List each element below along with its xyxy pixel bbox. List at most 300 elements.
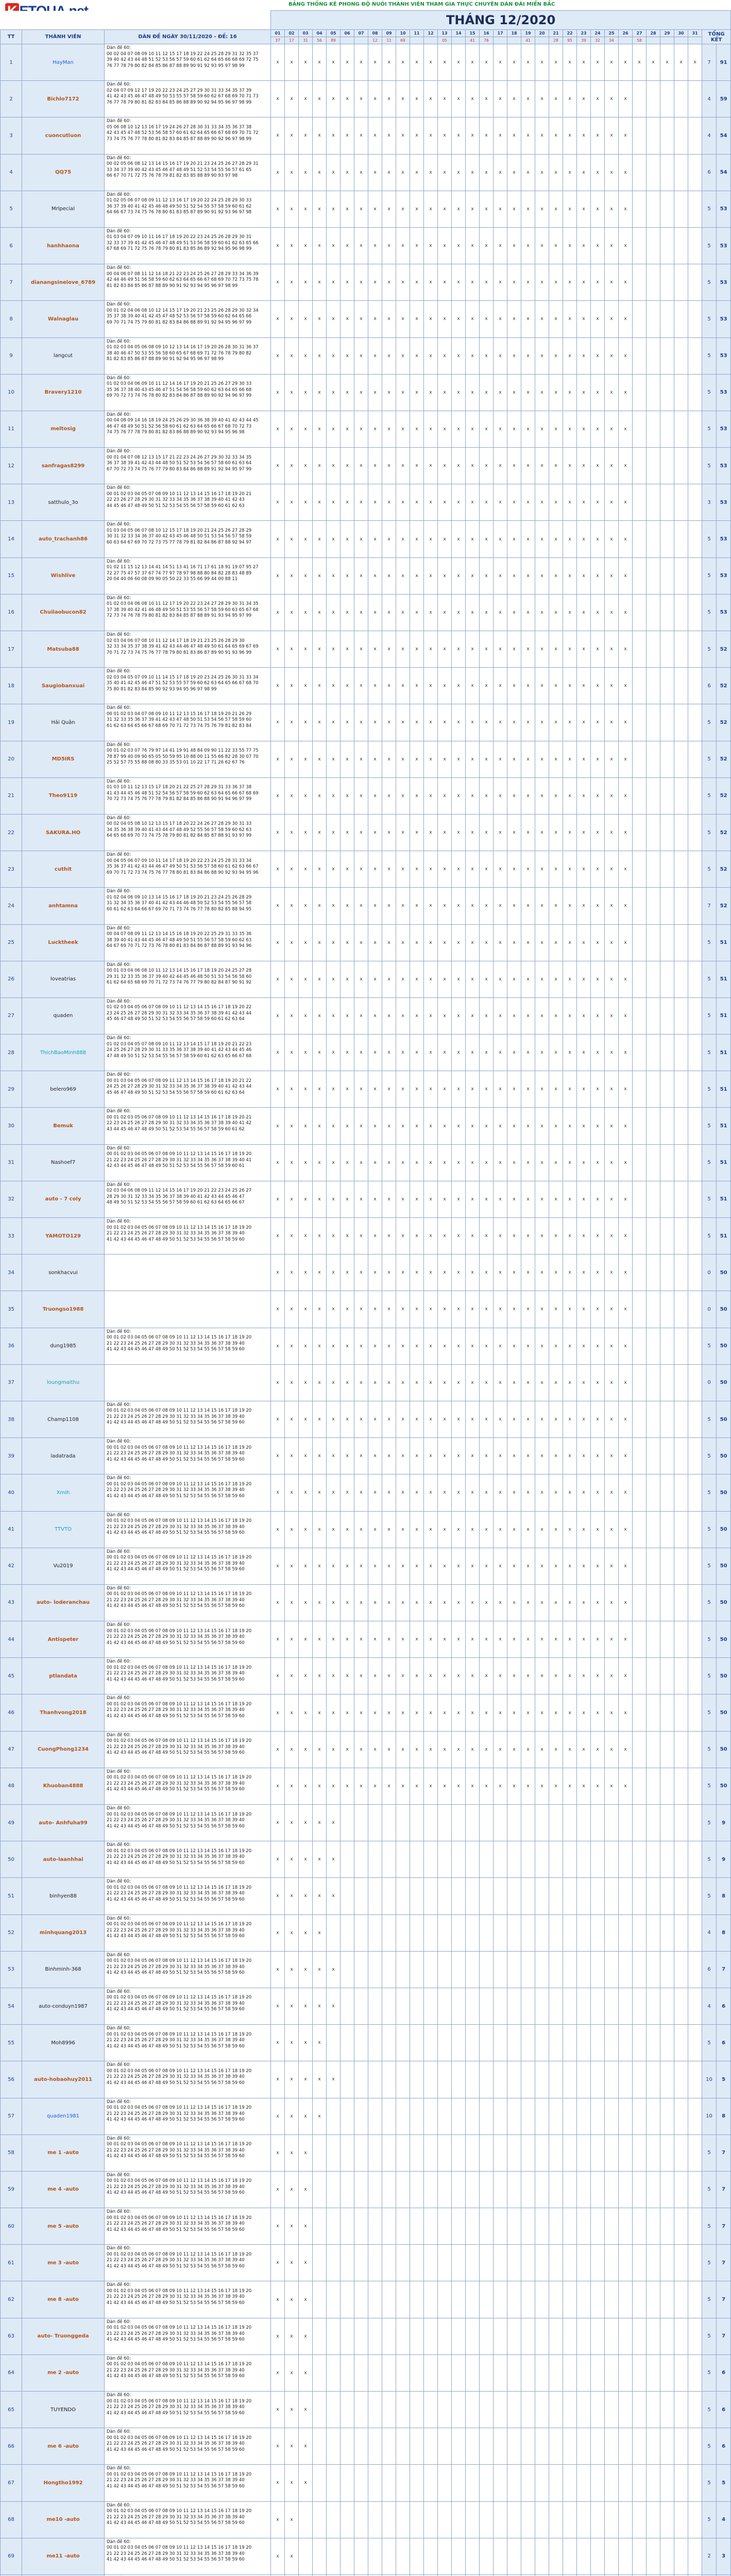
day-mark (688, 2098, 702, 2134)
member-row[interactable] (1, 2134, 731, 2171)
member-name-link[interactable]: quaden1981 (22, 2098, 105, 2134)
day-mark: x (438, 1218, 452, 1255)
member-name-link[interactable]: minhquang2013 (22, 1914, 105, 1951)
member-name-link[interactable]: CuongPhong1234 (22, 1731, 105, 1768)
member-name-link[interactable]: loveatrias (22, 961, 105, 997)
member-name-link[interactable]: auto-conduyn1987 (22, 1988, 105, 2024)
member-row[interactable] (1, 448, 731, 484)
day-mark (647, 1548, 660, 1584)
day-mark (605, 2501, 619, 2538)
day-mark: x (480, 117, 494, 154)
member-name-link[interactable]: TTVTO (22, 1511, 105, 1548)
member-row[interactable] (1, 2098, 731, 2134)
member-name-link[interactable]: Truongso1988 (22, 1291, 105, 1328)
member-name-link[interactable]: Vu2019 (22, 1548, 105, 1584)
member-row[interactable] (1, 1951, 731, 1988)
member-row[interactable] (1, 851, 731, 888)
row-stt: 34 (1, 1255, 22, 1291)
row-stt: 38 (1, 1401, 22, 1437)
member-row[interactable] (1, 1035, 731, 1071)
member-row[interactable] (1, 2245, 731, 2281)
day-mark (396, 1914, 410, 1951)
member-row[interactable] (1, 1108, 731, 1144)
member-name-link[interactable]: Xmih (22, 1475, 105, 1511)
day-mark: x (577, 1694, 591, 1731)
day-mark: x (327, 1071, 341, 1108)
day-mark (660, 1475, 674, 1511)
day-mark: x (396, 594, 410, 631)
member-name-link[interactable]: Moh8996 (22, 2025, 105, 2061)
day-header: 01 (271, 30, 285, 37)
member-name-link[interactable]: ThichBaoMinh888 (22, 1035, 105, 1071)
dan-de-text: Dàn đề 60: 00 04 08 09 14 16 18 19 24 25 26 29 30 36 38 39 40 41 42 43 44 45 46 47 48 49 50 51 52 56 58 60 61 62 63 64 65 66 67 68 70 72 73 74 75 76 77 78 79 80 81 82 83 86 88 89 90 92 93 94 95 96 98 (107, 412, 259, 435)
member-name-link[interactable]: auto- loderanchau (22, 1584, 105, 1621)
row-stt: 45 (1, 1658, 22, 1694)
day-mark (368, 2134, 382, 2171)
day-mark: x (271, 2098, 285, 2134)
day-mark: x (299, 337, 313, 374)
member-row[interactable] (1, 44, 731, 81)
day-mark: x (535, 1511, 549, 1548)
member-name-link[interactable]: loungmaithu (22, 1364, 105, 1401)
day-mark: x (494, 1548, 507, 1584)
day-mark (660, 668, 674, 704)
day-mark: x (507, 154, 521, 191)
member-row[interactable] (1, 2354, 731, 2391)
day-mark (647, 2281, 660, 2318)
member-row[interactable] (1, 1181, 731, 1217)
day-mark: x (452, 1584, 466, 1621)
day-mark: x (410, 521, 424, 557)
member-row[interactable] (1, 301, 731, 337)
day-mark: x (577, 1768, 591, 1804)
day-result (535, 37, 549, 44)
day-mark: x (480, 191, 494, 227)
member-name-link[interactable]: auto - 7 coly (22, 1181, 105, 1217)
day-mark: x (410, 1548, 424, 1584)
total-score: 7 (717, 2245, 731, 2281)
day-mark (688, 1401, 702, 1437)
row-stt: 25 (1, 924, 22, 961)
day-mark (382, 2354, 396, 2391)
member-row[interactable] (1, 2208, 731, 2245)
member-row[interactable] (1, 997, 731, 1034)
day-mark (688, 1181, 702, 1217)
day-mark: x (396, 1291, 410, 1328)
day-mark: x (563, 1548, 577, 1584)
day-mark (619, 2318, 633, 2354)
member-name-link[interactable]: Thanhvong2018 (22, 1694, 105, 1731)
day-mark (674, 2428, 688, 2465)
day-mark: x (507, 1364, 521, 1401)
member-row[interactable] (1, 1438, 731, 1475)
day-mark: x (424, 704, 438, 741)
member-row[interactable] (1, 2501, 731, 2538)
day-mark (633, 81, 647, 117)
member-row[interactable] (1, 1548, 731, 1584)
day-mark (341, 2318, 354, 2354)
member-name-link[interactable]: quaden (22, 997, 105, 1034)
member-name-link[interactable]: Binhminh-368 (22, 1951, 105, 1988)
day-mark (535, 2465, 549, 2501)
day-mark: x (382, 1218, 396, 1255)
day-mark: x (549, 668, 563, 704)
day-mark (647, 704, 660, 741)
day-mark (507, 2171, 521, 2208)
day-mark (633, 2025, 647, 2061)
day-mark: x (368, 1218, 382, 1255)
day-mark: x (354, 1768, 368, 1804)
day-mark: x (341, 1291, 354, 1328)
member-name-link[interactable]: Wishlive (22, 557, 105, 594)
day-mark: x (660, 44, 674, 81)
day-mark: x (354, 961, 368, 997)
day-mark (647, 484, 660, 521)
day-mark (577, 2465, 591, 2501)
member-row[interactable] (1, 1694, 731, 1731)
member-name-link[interactable]: me 2 -auto (22, 2354, 105, 2391)
member-row[interactable] (1, 1658, 731, 1694)
member-row[interactable] (1, 1731, 731, 1768)
day-mark: x (382, 337, 396, 374)
member-row[interactable] (1, 117, 731, 154)
member-name-link[interactable]: Antispeter (22, 1621, 105, 1658)
day-mark: x (591, 704, 605, 741)
day-mark: x (591, 374, 605, 411)
member-row[interactable] (1, 411, 731, 447)
member-name-link[interactable]: TUYENDO (22, 2392, 105, 2428)
member-row[interactable] (1, 81, 731, 117)
member-row[interactable] (1, 557, 731, 594)
member-row[interactable] (1, 484, 731, 521)
day-mark: x (480, 264, 494, 301)
day-mark (424, 2465, 438, 2501)
day-mark: x (494, 557, 507, 594)
member-name-link[interactable]: binhyen88 (22, 1878, 105, 1914)
day-mark (688, 1548, 702, 1584)
day-mark: x (424, 1548, 438, 1584)
member-name-link[interactable]: Nashoef7 (22, 1144, 105, 1181)
member-row[interactable] (1, 1841, 731, 1878)
dan-de-text: Dàn đề 60: 00 01 02 03 04 05 07 08 09 10 11 12 13 14 15 16 17 18 19 20 21 22 23 26 27 28 29 30 31 32 33 34 35 36 37 38 39 40 41 42 43 44 45 46 47 48 49 50 51 52 53 54 55 56 57 58 59 60 61 62 63 (107, 485, 252, 509)
day-mark (633, 2501, 647, 2538)
day-mark: x (480, 1731, 494, 1768)
member-name-link[interactable]: Saugiobanxuai (22, 668, 105, 704)
member-name-link[interactable]: me 8 -auto (22, 2281, 105, 2318)
member-row[interactable] (1, 1805, 731, 1841)
total-score: 51 (717, 997, 731, 1034)
member-row[interactable] (1, 154, 731, 191)
member-name-link[interactable]: Khuoban4888 (22, 1768, 105, 1804)
member-row[interactable] (1, 2318, 731, 2354)
member-name-link[interactable]: YAMOTO129 (22, 1218, 105, 1255)
member-name-link[interactable]: Mrlpecial (22, 191, 105, 227)
member-row[interactable] (1, 668, 731, 704)
day-mark: x (313, 1658, 327, 1694)
day-mark: x (299, 1328, 313, 1364)
day-mark (452, 1841, 466, 1878)
day-mark: x (480, 374, 494, 411)
total-score: 53 (717, 301, 731, 337)
day-mark: x (271, 631, 285, 668)
member-name-link[interactable]: auto- Anhfuha99 (22, 1805, 105, 1841)
total-score: 53 (717, 191, 731, 227)
day-mark (633, 1364, 647, 1401)
member-row[interactable] (1, 2025, 731, 2061)
day-mark (647, 1475, 660, 1511)
day-mark (660, 2061, 674, 2098)
day-mark (480, 2245, 494, 2281)
member-name-link[interactable]: ptlandata (22, 1658, 105, 1694)
day-mark: x (535, 1584, 549, 1621)
member-row[interactable] (1, 2061, 731, 2098)
member-name-link[interactable]: ladatrada (22, 1438, 105, 1475)
day-mark (660, 777, 674, 814)
day-mark: x (327, 924, 341, 961)
member-row[interactable] (1, 631, 731, 668)
day-mark: x (466, 1475, 480, 1511)
member-row[interactable] (1, 1475, 731, 1511)
member-name-link[interactable]: hanhhaona (22, 227, 105, 264)
member-name-link[interactable]: HayMan (22, 44, 105, 81)
member-name-link[interactable]: meltosig (22, 411, 105, 447)
dan-de-cell (105, 1658, 271, 1694)
day-mark: x (438, 411, 452, 447)
day-mark: x (410, 1438, 424, 1475)
day-mark (327, 2025, 341, 2061)
member-name-link[interactable]: langcut (22, 337, 105, 374)
member-row[interactable] (1, 2392, 731, 2428)
day-mark (327, 2281, 341, 2318)
day-mark: x (494, 264, 507, 301)
day-mark: x (271, 1988, 285, 2024)
day-mark: x (619, 1584, 633, 1621)
row-stt: 46 (1, 1694, 22, 1731)
member-name-link[interactable]: me 4 -auto (22, 2171, 105, 2208)
member-row[interactable] (1, 594, 731, 631)
member-row[interactable] (1, 1144, 731, 1181)
member-row[interactable] (1, 704, 731, 741)
member-name-link[interactable]: Bemuk (22, 1108, 105, 1144)
day-mark (633, 2245, 647, 2281)
day-mark: x (285, 668, 299, 704)
day-mark: x (507, 741, 521, 777)
member-row[interactable] (1, 2538, 731, 2574)
day-mark: x (480, 448, 494, 484)
day-mark: x (494, 1768, 507, 1804)
day-result: 41 (466, 37, 480, 44)
day-result: 39 (577, 37, 591, 44)
total-hits: 5 (702, 1438, 717, 1475)
member-name-link[interactable]: satthulo_3o (22, 484, 105, 521)
member-name-link[interactable]: auto-hobaohuy2011 (22, 2061, 105, 2098)
member-name-link[interactable]: SAKURA.HO (22, 814, 105, 851)
day-mark: x (271, 521, 285, 557)
day-mark: x (313, 704, 327, 741)
day-mark: x (452, 227, 466, 264)
day-mark: x (410, 264, 424, 301)
day-mark: x (494, 1401, 507, 1437)
day-mark: x (368, 594, 382, 631)
member-name-link[interactable]: Hongtho1992 (22, 2465, 105, 2501)
member-name-link[interactable]: QQ75 (22, 154, 105, 191)
day-mark (674, 191, 688, 227)
member-name-link[interactable]: me 1 -auto (22, 2134, 105, 2171)
dan-de-cell (105, 997, 271, 1034)
day-mark: x (535, 44, 549, 81)
day-mark: x (396, 1181, 410, 1217)
day-mark: x (271, 1658, 285, 1694)
day-mark: x (507, 411, 521, 447)
day-mark (354, 2465, 368, 2501)
day-mark (368, 2392, 382, 2428)
member-row[interactable] (1, 741, 731, 777)
member-name-link[interactable]: belero969 (22, 1071, 105, 1108)
member-row[interactable] (1, 1071, 731, 1108)
member-row[interactable] (1, 264, 731, 301)
day-mark: x (368, 1144, 382, 1181)
row-stt: 68 (1, 2501, 22, 2538)
day-mark (438, 2538, 452, 2574)
member-row[interactable] (1, 1218, 731, 1255)
member-name-link[interactable]: sanfragas8299 (22, 448, 105, 484)
member-row[interactable] (1, 1364, 731, 1401)
member-row[interactable] (1, 374, 731, 411)
member-name-link[interactable]: anhtamna (22, 888, 105, 924)
day-mark (660, 227, 674, 264)
row-stt: 8 (1, 301, 22, 337)
member-row[interactable] (1, 924, 731, 961)
day-mark (438, 1914, 452, 1951)
member-name-link[interactable]: Bichlo7172 (22, 81, 105, 117)
dan-de-cell (105, 1914, 271, 1951)
day-mark: x (313, 301, 327, 337)
day-mark: x (368, 448, 382, 484)
member-row[interactable] (1, 227, 731, 264)
member-name-link[interactable]: Bravery1210 (22, 374, 105, 411)
day-mark: x (271, 1878, 285, 1914)
day-mark: x (271, 264, 285, 301)
member-name-link[interactable]: me 6 -auto (22, 2428, 105, 2465)
day-mark: x (619, 521, 633, 557)
member-name-link[interactable]: Walnaglau (22, 301, 105, 337)
day-mark (382, 2171, 396, 2208)
day-mark (410, 2354, 424, 2391)
member-row[interactable] (1, 1768, 731, 1804)
member-name-link[interactable]: sonkhacvui (22, 1255, 105, 1291)
member-row[interactable] (1, 1914, 731, 1951)
day-mark (619, 1988, 633, 2024)
member-row[interactable] (1, 1511, 731, 1548)
day-mark: x (605, 1071, 619, 1108)
member-row[interactable] (1, 191, 731, 227)
member-name-link[interactable]: auto_trachanh86 (22, 521, 105, 557)
total-score: 54 (717, 154, 731, 191)
member-name-link[interactable]: cuoncutluon (22, 117, 105, 154)
day-mark: x (549, 1181, 563, 1217)
day-mark: x (396, 81, 410, 117)
day-mark (368, 2245, 382, 2281)
day-mark (619, 2501, 633, 2538)
member-row[interactable] (1, 814, 731, 851)
day-mark (674, 1218, 688, 1255)
member-row[interactable] (1, 2465, 731, 2501)
member-row[interactable] (1, 1584, 731, 1621)
day-mark: x (480, 557, 494, 594)
day-mark (605, 1988, 619, 2024)
day-mark: x (354, 521, 368, 557)
member-row[interactable] (1, 1328, 731, 1364)
member-name-link[interactable]: cuthit (22, 851, 105, 888)
day-mark: x (452, 741, 466, 777)
member-name-link[interactable]: Theo9119 (22, 777, 105, 814)
day-mark: x (382, 924, 396, 961)
member-name-link[interactable]: auto-laanhhai (22, 1841, 105, 1878)
day-mark: x (577, 1658, 591, 1694)
member-row[interactable] (1, 2281, 731, 2318)
day-mark: x (382, 1768, 396, 1804)
member-row[interactable] (1, 1988, 731, 2024)
member-row[interactable] (1, 1291, 731, 1328)
member-name-link[interactable]: me 5 -auto (22, 2208, 105, 2245)
member-name-link[interactable]: Champ1108 (22, 1401, 105, 1437)
day-mark: x (591, 1401, 605, 1437)
member-name-link[interactable]: dianangsinelove_6789 (22, 264, 105, 301)
member-name-link[interactable]: Matsuba88 (22, 631, 105, 668)
day-mark: x (285, 2245, 299, 2281)
member-row[interactable] (1, 1621, 731, 1658)
dan-de-cell (105, 521, 271, 557)
member-row[interactable] (1, 1255, 731, 1291)
day-mark: x (341, 741, 354, 777)
member-name-link[interactable]: dung1985 (22, 1328, 105, 1364)
member-row[interactable] (1, 961, 731, 997)
day-mark (633, 2208, 647, 2245)
day-mark: x (299, 1841, 313, 1878)
member-row[interactable] (1, 1878, 731, 1914)
day-mark (424, 2025, 438, 2061)
day-mark (466, 2428, 480, 2465)
day-mark: x (521, 1401, 535, 1437)
member-name-link[interactable]: Lucktheek (22, 924, 105, 961)
member-name-link[interactable]: auto- Truonggeda (22, 2318, 105, 2354)
member-row[interactable] (1, 337, 731, 374)
member-row[interactable] (1, 888, 731, 924)
member-name-link[interactable]: MD5IRS (22, 741, 105, 777)
member-row[interactable] (1, 2171, 731, 2208)
day-mark: x (507, 44, 521, 81)
member-name-link[interactable]: Chuilaobucon82 (22, 594, 105, 631)
member-name-link[interactable]: Hải Quân (22, 704, 105, 741)
day-mark (466, 2281, 480, 2318)
member-name-link[interactable]: me 3 -auto (22, 2245, 105, 2281)
member-row[interactable] (1, 777, 731, 814)
day-mark (438, 1988, 452, 2024)
day-mark: x (396, 1731, 410, 1768)
day-mark: x (313, 777, 327, 814)
day-mark (633, 2538, 647, 2574)
member-row[interactable] (1, 1401, 731, 1437)
day-mark: x (494, 961, 507, 997)
day-mark (396, 1951, 410, 1988)
member-name-link[interactable]: me10 -auto (22, 2501, 105, 2538)
member-name-link[interactable]: me11 -auto (22, 2538, 105, 2574)
page-subtitle: BẢNG THỐNG KÊ PHONG ĐỘ NUÔI THÀNH VIÊN THAM GIA THỰC CHUYÊN DÀN ĐÀI MIỀN BẮC (288, 2, 555, 7)
day-mark: x (605, 1255, 619, 1291)
day-mark: x (424, 1218, 438, 1255)
member-row[interactable] (1, 521, 731, 557)
member-row[interactable] (1, 2428, 731, 2465)
